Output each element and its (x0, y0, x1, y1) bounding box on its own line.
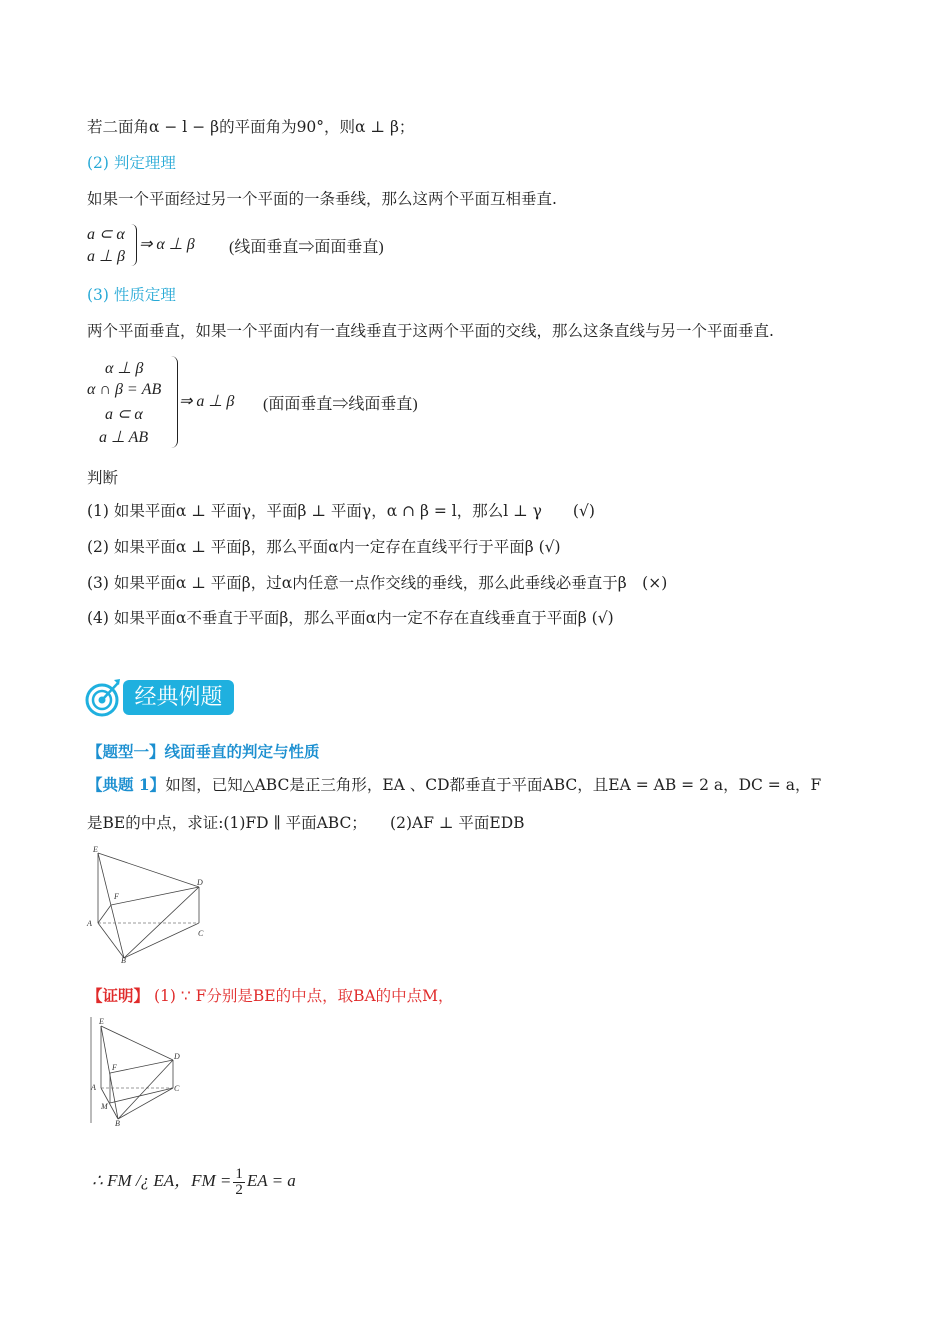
point-label: A (87, 919, 92, 928)
point-label: E (93, 845, 98, 854)
point-label: C (198, 929, 204, 938)
topic-heading: 【题型一】线面垂直的判定与性质 (87, 742, 320, 761)
point-label: M (101, 1102, 108, 1111)
example-text: 如图，已知△ABC是正三角形，EA 、CD都垂直于平面ABC，且EA = AB = 2 a，DC = a，F (165, 776, 822, 794)
property-theorem-text: 两个平面垂直，如果一个平面内有一直线垂直于这两个平面的交线，那么这条直线与另一个平面垂直. (87, 322, 774, 340)
formula-note: (面面垂直⇒线面垂直) (263, 396, 418, 413)
proof-text: (1) ∵ F分别是BE的中点，取BA的中点M， (153, 987, 454, 1005)
conclusion-left: ∴ FM /¿ EA，FM = (92, 1171, 232, 1190)
figure-1 (84, 843, 214, 965)
proof-line-1 (87, 985, 454, 1007)
example-line-1 (87, 774, 821, 796)
fraction (233, 1167, 245, 1198)
property-theorem-heading: (3) 性质定理 (87, 286, 176, 304)
judge-theorem-text: 如果一个平面经过另一个平面的一条垂线，那么这两个平面互相垂直. (87, 190, 557, 208)
conclusion-right: EA = a (246, 1171, 296, 1190)
point-label: B (121, 956, 126, 965)
point-label: D (174, 1052, 180, 1061)
judgment-item: (3) 如果平面α ⊥ 平面β，过α内任意一点作交线的垂线，那么此垂线必垂直于β (×) (87, 574, 668, 592)
conclusion-line (92, 1166, 296, 1198)
formula-note: (线面垂直⇒面面垂直) (229, 239, 384, 256)
formula-row: a ⊂ α (87, 226, 125, 243)
figure-2 (88, 1013, 198, 1128)
point-label: A (91, 1083, 96, 1092)
formula-row: α ∩ β = AB (87, 381, 162, 398)
judgment-item: (2) 如果平面α ⊥ 平面β，那么平面α内一定存在直线平行于平面β (√) (87, 538, 561, 556)
right-brace (131, 224, 137, 266)
point-label: E (99, 1017, 104, 1026)
right-brace (171, 356, 178, 448)
formula-row: a ⊥ AB (99, 429, 149, 446)
formula-result: ⇒ α ⊥ β (139, 236, 195, 253)
definition-line: 若二面角α − l − β的平面角为90°，则α ⊥ β； (87, 118, 415, 136)
judge-theorem-formula (87, 222, 407, 270)
judge-theorem-heading: (2) 判定理理 (87, 154, 176, 172)
point-label: D (197, 878, 203, 887)
fraction-denominator: 2 (235, 1181, 243, 1198)
formula-row: α ⊥ β (105, 360, 144, 377)
point-label: F (112, 1063, 117, 1072)
judgment-item: (4) 如果平面α不垂直于平面β，那么平面α内一定不存在直线垂直于平面β (√) (87, 609, 614, 627)
property-theorem-formula (87, 356, 447, 451)
formula-row: a ⊂ α (105, 406, 143, 423)
section-banner: 经典例题 (123, 680, 234, 715)
example-label: 【典题 1】 (87, 775, 166, 794)
judge-title: 判断 (87, 469, 119, 487)
judgment-item: (1) 如果平面α ⊥ 平面γ，平面β ⊥ 平面γ，α ∩ β = l，那么l ⊥ γ (√) (87, 502, 595, 520)
point-label: C (174, 1084, 180, 1093)
target-icon (84, 676, 124, 720)
fraction-numerator: 1 (235, 1165, 243, 1182)
example-line-2: 是BE的中点，求证:(1)FD ∥ 平面ABC； (2)AF ⊥ 平面EDB (87, 814, 525, 832)
formula-row: a ⊥ β (87, 248, 125, 265)
point-label: B (115, 1119, 120, 1128)
formula-result: ⇒ a ⊥ β (179, 393, 235, 410)
point-label: F (114, 892, 119, 901)
proof-label: 【证明】 (87, 986, 150, 1005)
